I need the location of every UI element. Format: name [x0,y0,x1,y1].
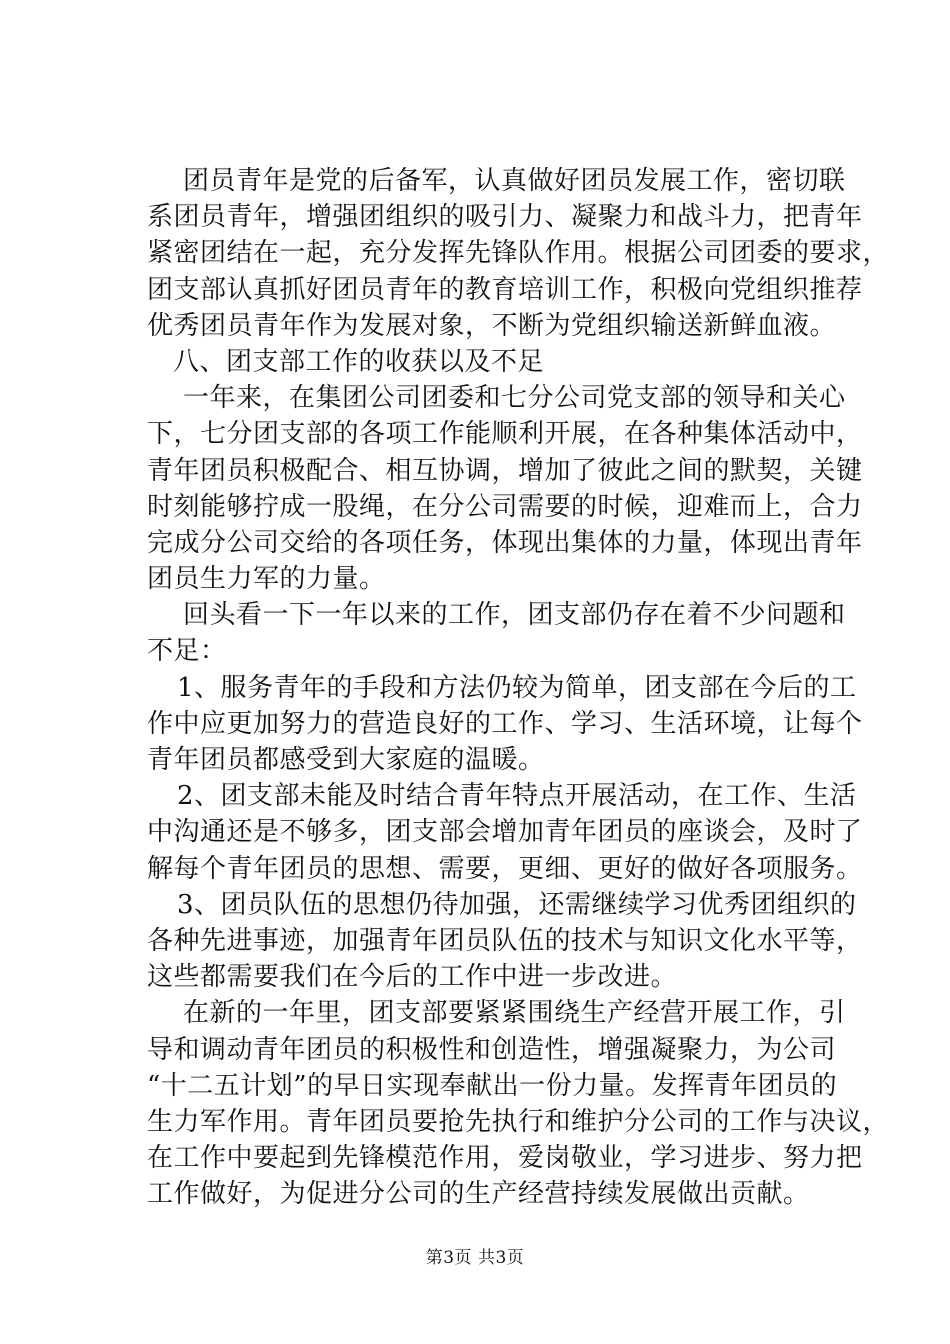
text-line: “十二五计划”的早日实现奉献出一份力量。发挥青年团员的 [147,1070,838,1101]
text-line: 一年来，在集团公司团委和七分公司党支部的领导和关心 [183,383,846,414]
text-line: 生力军作用。青年团员要抢先执行和维护分公司的工作与决议， [147,1106,890,1137]
document-body [147,163,890,1212]
text-line: 中沟通还是不够多，团支部会增加青年团员的座谈会，及时了 [147,817,863,848]
text-line: 紧密团结在一起，充分发挥先锋队作用。根据公司团委的要求， [147,238,890,269]
text-line: 下，七分团支部的各项工作能顺利开展，在各种集体活动中， [147,419,863,450]
text-line: 在工作中要起到先锋模范作用，爱岗敬业，学习进步、努力把 [147,1143,863,1174]
text-line: 系团员青年，增强团组织的吸引力、凝聚力和战斗力，把青年 [147,202,863,233]
text-line: 导和调动青年团员的积极性和创造性，增强凝聚力，为公司 [147,1034,837,1065]
page-footer [0,1243,950,1268]
text-line: 工作做好，为促进分公司的生产经营持续发展做出贡献。 [147,1179,810,1210]
text-line: 团员生力军的力量。 [147,564,386,595]
section-heading: 八、团支部工作的收获以及不足 [173,346,545,377]
page-number: 第3页 共3页 [425,1248,525,1268]
list-item: 2、团支部未能及时结合青年特点开展活动，在工作、生活 [177,781,857,812]
text-line: 团支部认真抓好团员青年的教育培训工作，积极向党组织推荐 [147,274,863,305]
text-line: 各种先进事迹，加强青年团员队伍的技术与知识文化水平等， [147,925,863,956]
text-line: 这些都需要我们在今后的工作中进一步改进。 [147,962,678,993]
text-line: 完成分公司交给的各项任务，体现出集体的力量，体现出青年 [147,527,863,558]
text-line: 青年团员积极配合、相互协调，增加了彼此之间的默契，关键 [147,455,863,486]
text-line: 不足： [147,636,227,667]
text-line: 团员青年是党的后备军，认真做好团员发展工作，密切联 [183,166,846,196]
text-line: 在新的一年里，团支部要紧紧围绕生产经营开展工作，引 [183,998,846,1029]
text-line: 优秀团员青年作为发展对象，不断为党组织输送新鲜血液。 [147,310,837,341]
text-line: 青年团员都感受到大家庭的温暖。 [147,745,545,775]
text-line: 解每个青年团员的思想、需要，更细、更好的做好各项服务。 [147,853,863,884]
text-line: 时刻能够拧成一股绳，在分公司需要的时候，迎难而上，合力 [147,491,863,522]
text-line: 作中应更加努力的营造良好的工作、学习、生活环境，让每个 [147,708,863,739]
text-line: 回头看一下一年以来的工作，团支部仍存在着不少问题和 [183,600,846,631]
list-item: 3、团员队伍的思想仍待加强，还需继续学习优秀团组织的 [177,889,857,920]
list-item: 1、服务青年的手段和方法仍较为简单，团支部在今后的工 [177,672,857,703]
